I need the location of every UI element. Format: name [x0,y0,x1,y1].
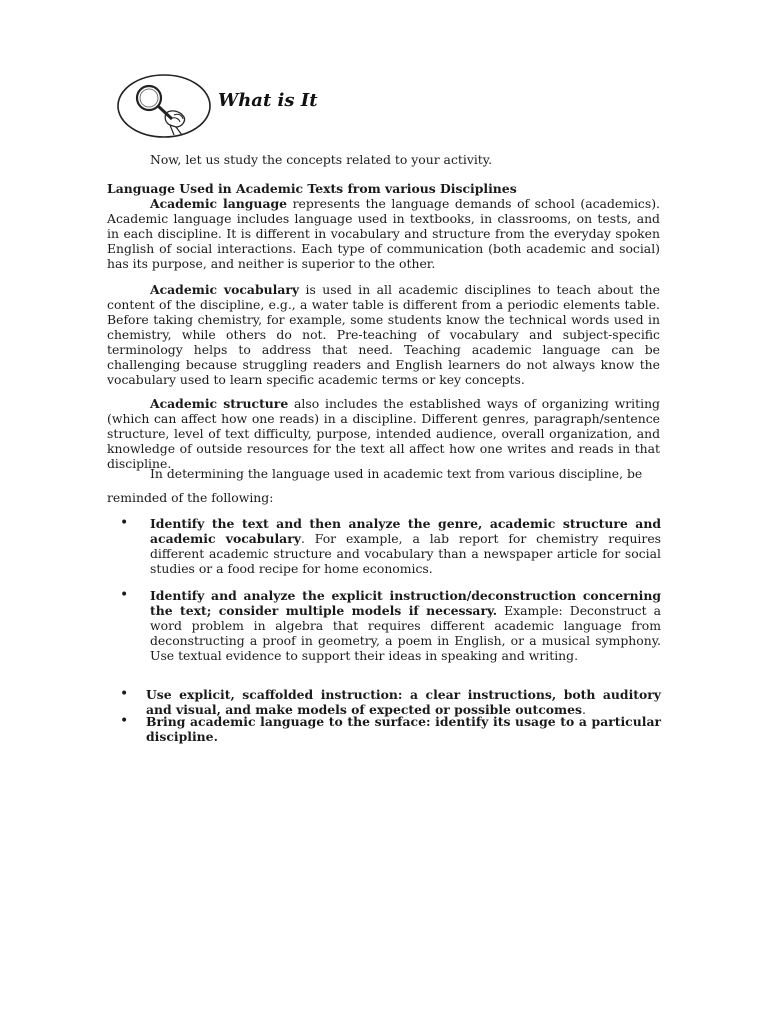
list-item-bold: Identify and analyze the explicit instruction/deconstruction concerning the text; consider multiple models if necessary. [150,588,661,618]
paragraph-text: also includes the established ways of organizing writing (which can affect how one reads) in a discipline. Different genres, paragraph/sentence structure, level of text difficulty, purpose, intended audience, overall organization, and knowledge of outside resources for the text all affect how one writes and reads in that discipline. [107,396,660,471]
list-item-text: Example: Deconstruct a word problem in algebra that requires different academic language from deconstructing a proof in geometry, a poem in English, or a musical symphony. Use textual evidence to support their ideas in speaking and writing. [150,603,661,663]
list-item-body [150,516,661,576]
list-item-body [150,588,661,663]
list-item-bold: Bring academic language to the surface: identify its usage to a particular discipline. [146,714,661,744]
paragraph-determining [107,466,660,481]
list-item-text: . [582,702,586,717]
section-title: Language Used in Academic Texts from various Disciplines [107,181,517,196]
paragraph-academic-language [107,196,660,271]
bullet-marker: • [120,713,129,729]
term-academic-structure: Academic structure [150,396,289,411]
term-academic-language: Academic language [150,196,288,211]
bullet-marker: • [120,587,129,603]
list-item-body [146,714,661,744]
paragraph-text: represents the language demands of school (academics). Academic language includes language used in textbooks, in classrooms, on tests, and in each discipline. It is different in vocabulary and structure from the everyday spoken English of social interactions. Each type of communication (both academic and social) has its purpose, and neither is superior to the other. [107,196,660,271]
paragraph-text: is used in all academic disciplines to teach about the content of the discipline, e.g., a water table is different from a periodic elements table. Before taking chemistry, for example, some students know the technical words used in chemistry, while others do not. Pre-teaching of vocabulary and subject-specific terminology helps to address that need. Teaching academic language can be challenging because struggling readers and English learners do not always know the vocabulary used to learn specific academic terms or key concepts. [107,282,660,387]
term-academic-vocabulary: Academic vocabulary [150,282,300,297]
page-title: What is It [218,90,318,111]
list-item-bold: Identify the text and then analyze the genre, academic structure and academic vocabulary [150,516,661,546]
paragraph-academic-vocabulary [107,282,660,387]
list-item-text: . For example, a lab report for chemistry requires different academic structure and vocabulary than a newspaper article for social studies or a food recipe for home economics. [150,531,662,576]
magnifying-glass-hand-icon [116,73,212,139]
list-item-bold: Use explicit, scaffolded instruction: a clear instructions, both auditory and visual, and make models of expected or possible outcomes [146,687,661,717]
intro-text: Now, let us study the concepts related to your activity. [150,152,493,167]
paragraph-academic-structure [107,396,660,471]
reminded-text: reminded of the following: [107,490,274,505]
bullet-marker: • [120,515,129,531]
list-item-body [146,687,661,717]
determining-text: In determining the language used in academic text from various discipline, be [150,466,643,481]
bullet-marker: • [120,686,129,702]
